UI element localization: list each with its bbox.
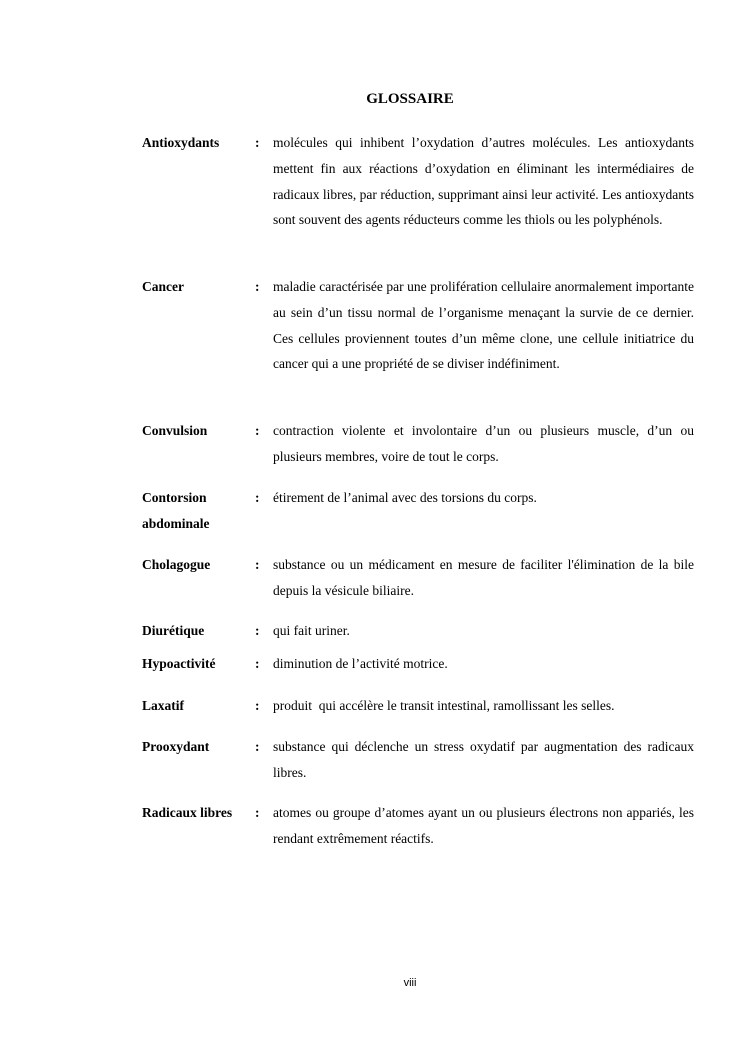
glossary-term: Convulsion bbox=[142, 423, 208, 438]
glossary-definition: atomes ou groupe d’atomes ayant un ou plusieurs électrons non appariés, les rendant extrêmement réactifs. bbox=[273, 805, 694, 846]
glossary-entry-hypoactivite bbox=[142, 651, 694, 677]
glossary-entry-diuretique bbox=[142, 618, 694, 644]
term-separator: : bbox=[255, 656, 260, 671]
glossary-definition: substance ou un médicament en mesure de faciliter l'élimination de la bile depuis la vésicule biliaire. bbox=[273, 557, 694, 598]
term-separator: : bbox=[255, 805, 260, 820]
page-number: viii bbox=[403, 977, 417, 989]
glossary-entry-radicaux-libres bbox=[142, 800, 694, 852]
glossary-entry-convulsion bbox=[142, 418, 694, 470]
glossary-entry-cancer bbox=[142, 274, 694, 377]
glossary-definition: maladie caractérisée par une prolifération cellulaire anormalement importante au sein d’un tissu normal de l’organisme menaçant la survie de ce dernier. Ces cellules proviennent toutes d’un même clone, une cellule initiatrice du cancer qui a une propriété de se diviser indéfiniment. bbox=[273, 279, 694, 372]
term-separator: : bbox=[255, 490, 260, 505]
glossary-term: Cancer bbox=[142, 279, 184, 294]
glossary-entry-laxatif bbox=[142, 693, 694, 719]
term-separator: : bbox=[255, 698, 260, 713]
glossary-definition: produit qui accélère le transit intestinal, ramollissant les selles. bbox=[273, 698, 615, 713]
glossary-entry-contorsion-abdominale bbox=[142, 485, 694, 531]
glossary-entry-antioxydants bbox=[142, 130, 694, 233]
glossary-definition: qui fait uriner. bbox=[273, 623, 350, 638]
glossary-definition: diminution de l’activité motrice. bbox=[273, 656, 448, 671]
page-title: GLOSSAIRE bbox=[366, 91, 454, 107]
term-separator: : bbox=[255, 739, 260, 754]
glossary-term: Radicaux libres bbox=[142, 805, 233, 820]
glossary-entry-cholagogue bbox=[142, 552, 694, 604]
term-separator: : bbox=[255, 623, 260, 638]
term-separator: : bbox=[255, 279, 260, 294]
glossary-term: Hypoactivité bbox=[142, 656, 216, 671]
glossary-term: Diurétique bbox=[142, 623, 205, 638]
glossary-definition: substance qui déclenche un stress oxydatif par augmentation des radicaux libres. bbox=[273, 739, 694, 780]
glossary-definition: étirement de l’animal avec des torsions du corps. bbox=[273, 490, 537, 505]
glossary-entry-prooxydant bbox=[142, 734, 694, 786]
term-separator: : bbox=[255, 135, 260, 150]
glossary-term: Cholagogue bbox=[142, 557, 211, 572]
glossary-term: Prooxydant bbox=[142, 739, 210, 754]
term-separator: : bbox=[255, 557, 260, 572]
glossary-term: Laxatif bbox=[142, 698, 184, 713]
glossary-definition: contraction violente et involontaire d’un ou plusieurs muscle, d’un ou plusieurs membres, voire de tout le corps. bbox=[273, 423, 694, 464]
term-separator: : bbox=[255, 423, 260, 438]
glossary-term: Contorsion abdominale bbox=[142, 490, 210, 531]
glossary-definition: molécules qui inhibent l’oxydation d’autres molécules. Les antioxydants mettent fin aux réactions d’oxydation en éliminant les intermédiaires de radicaux libres, par réduction, supprimant ainsi leur activité. Les antioxydants sont souvent des agents réducteurs comme les thiols ou les polyphénols. bbox=[273, 135, 694, 228]
glossary-term: Antioxydants bbox=[142, 135, 220, 150]
